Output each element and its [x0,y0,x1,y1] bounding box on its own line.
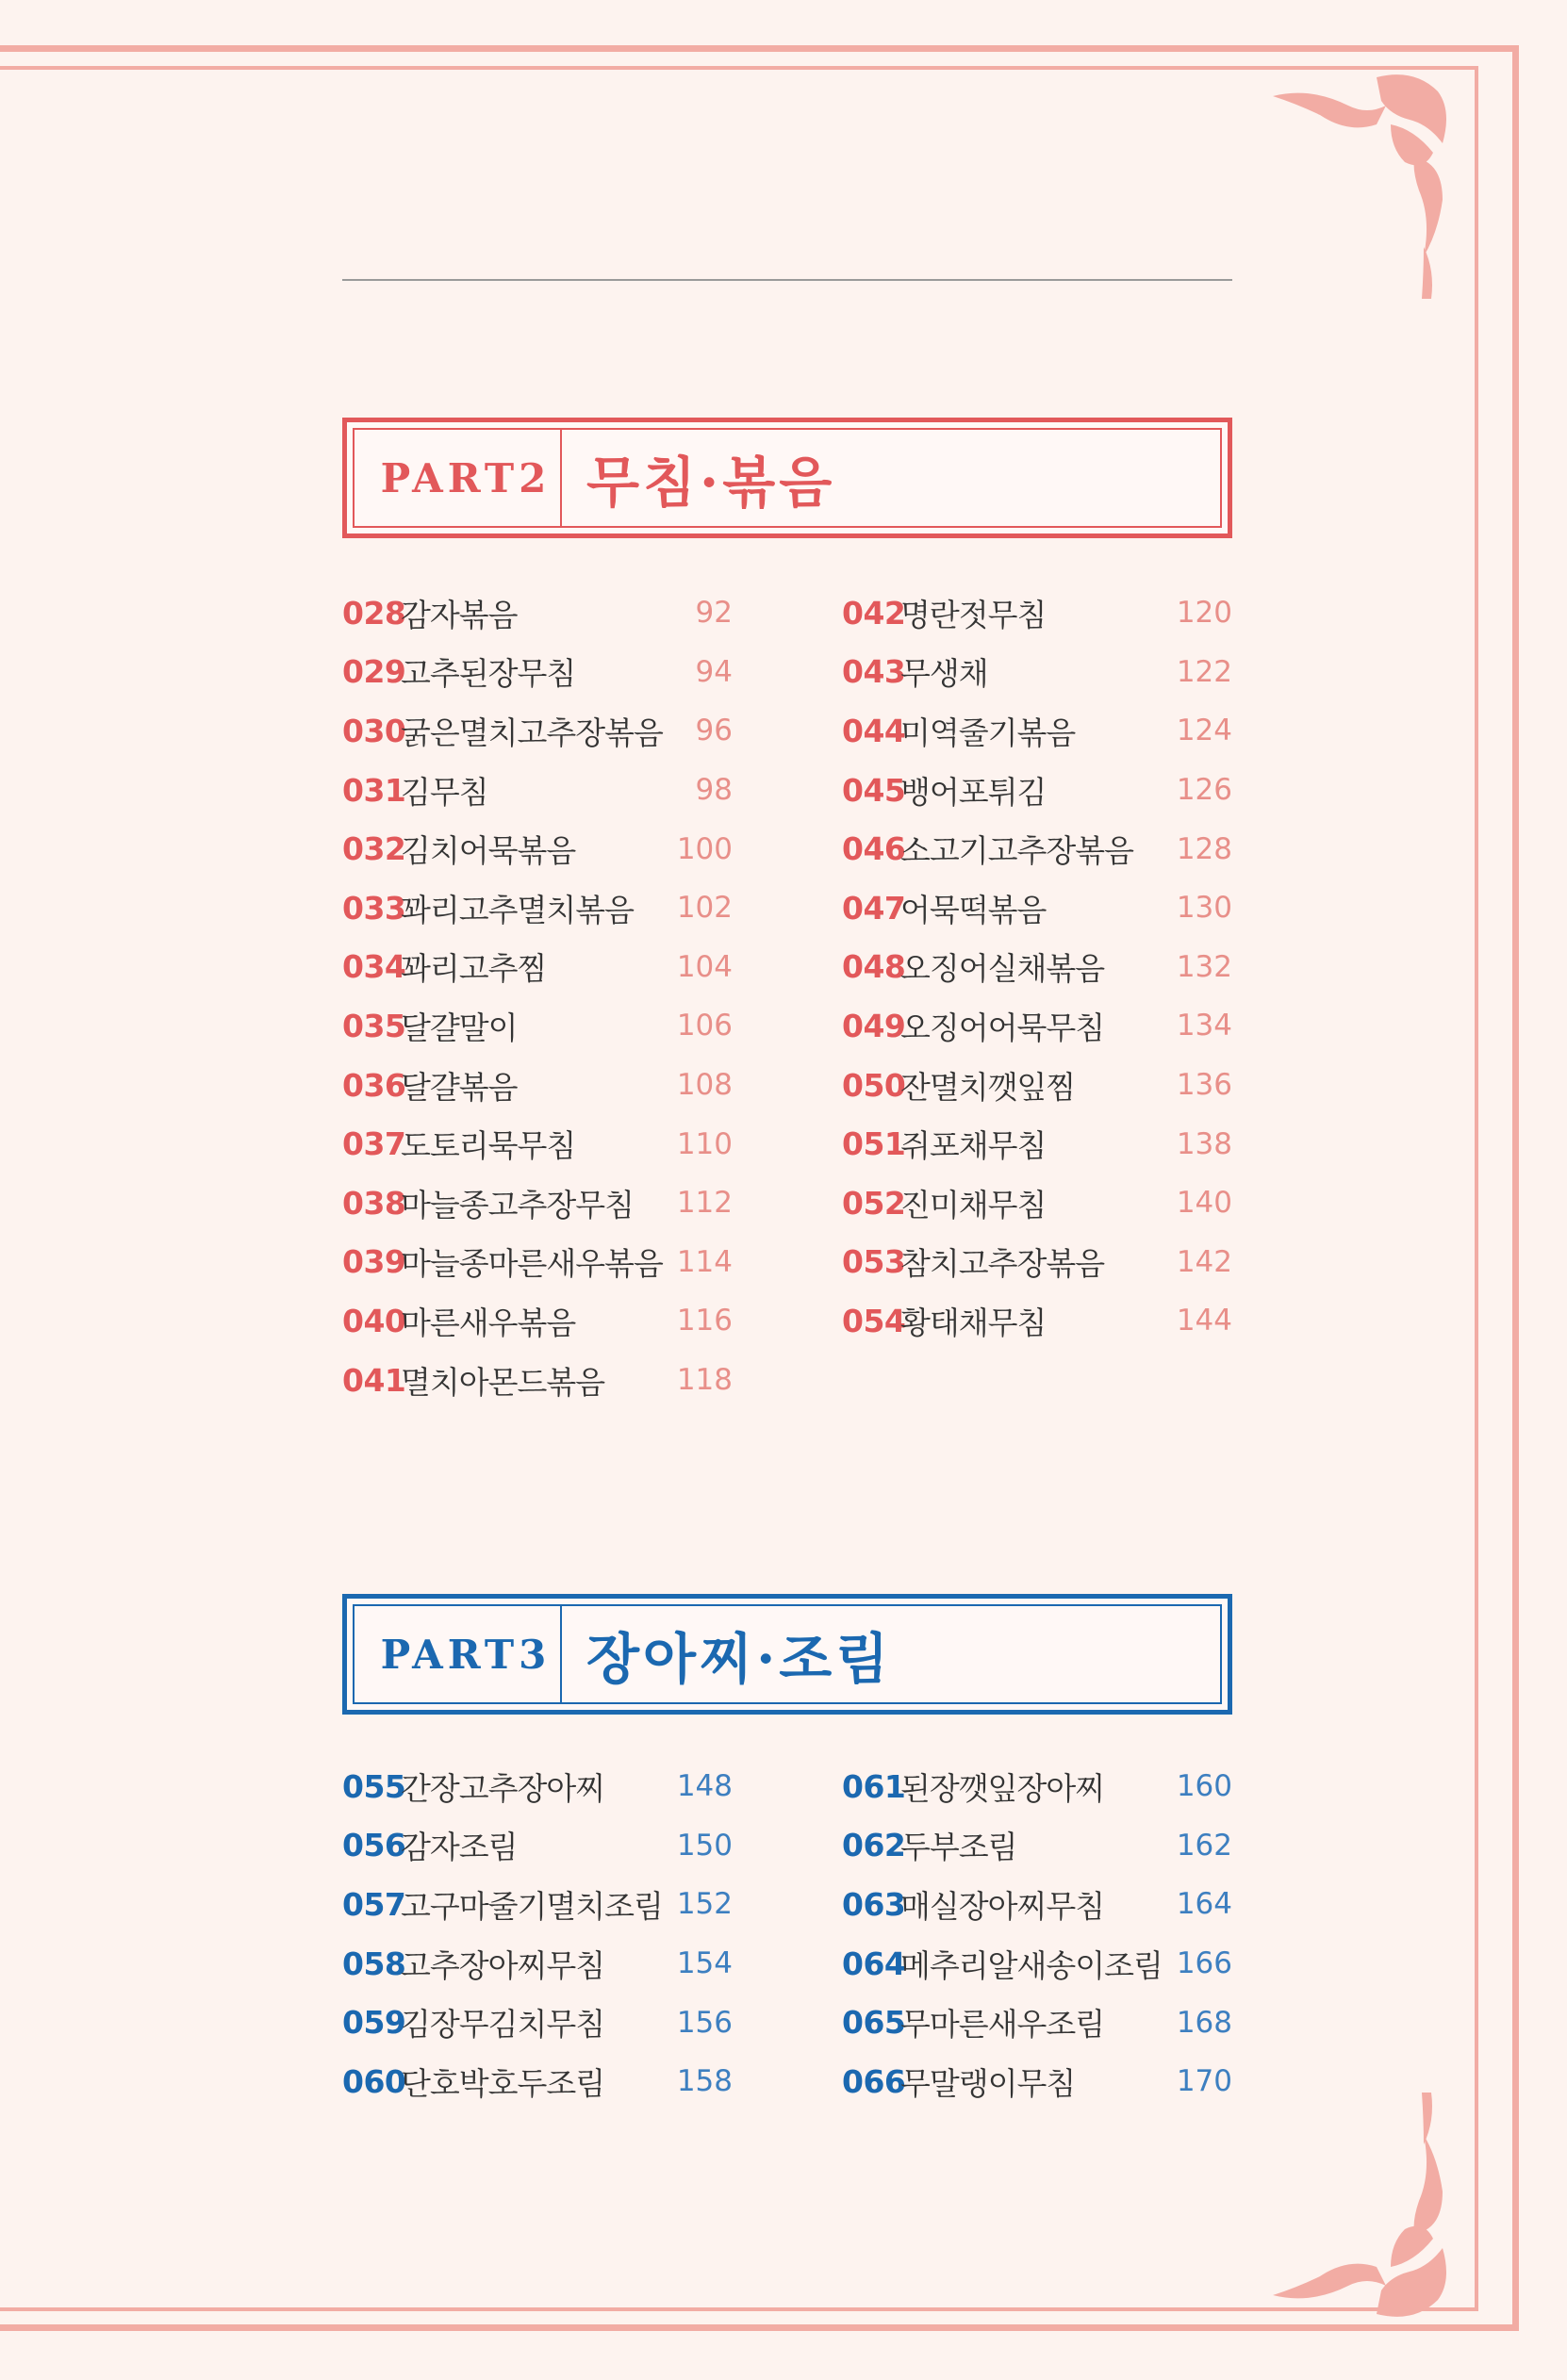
toc-entry[interactable] [342,1757,733,1816]
toc-entry[interactable] [342,1114,733,1174]
toc-entry[interactable] [342,938,733,997]
entry-number: 050 [842,1066,906,1104]
toc-entry[interactable] [842,1875,1232,1934]
toc-entry[interactable] [842,2052,1232,2111]
corner-ornament-top-icon [1273,68,1471,304]
entry-number: 038 [342,1184,406,1222]
entry-number: 054 [842,1302,906,1339]
entry-number: 030 [342,712,406,749]
entry-title: 명란젓무침 [900,596,1047,633]
entry-page-number: 130 [1176,891,1232,926]
part2-left-column [342,583,733,1409]
entry-title: 소고기고추장볶음 [900,832,1134,870]
entry-number: 055 [342,1767,406,1805]
entry-number: 040 [342,1302,406,1339]
entry-number: 064 [842,1945,906,1982]
entry-number: 041 [342,1361,406,1399]
entry-number: 046 [842,830,906,868]
entry-title: 어묵떡볶음 [900,891,1047,928]
toc-entry[interactable] [842,643,1232,702]
entry-title: 메추리알새송이조림 [900,1946,1163,1984]
toc-entry[interactable] [342,1056,733,1115]
entry-title: 된장깻잎장아찌 [900,1769,1105,1807]
entry-title: 간장고추장아찌 [401,1769,605,1807]
entry-number: 044 [842,712,906,749]
entry-title: 김장무김치무침 [401,2006,605,2044]
entry-page-number: 152 [676,1887,733,1922]
entry-number: 033 [342,889,406,927]
toc-entry[interactable] [842,878,1232,938]
entry-page-number: 116 [676,1304,733,1338]
entry-number: 031 [342,771,406,809]
toc-entry[interactable] [842,1291,1232,1351]
entry-page-number: 122 [1176,654,1232,689]
entry-number: 061 [842,1767,906,1805]
toc-entry[interactable] [842,1233,1232,1292]
toc-entry[interactable] [342,1291,733,1351]
toc-entry[interactable] [342,1816,733,1876]
entry-title: 두부조림 [900,1829,1017,1866]
entry-number: 029 [342,653,406,691]
entry-number: 032 [342,830,406,868]
toc-entry[interactable] [342,1351,733,1410]
entry-title: 진미채무침 [900,1186,1047,1223]
entry-number: 066 [842,2062,906,2100]
entry-page-number: 142 [1176,1244,1232,1279]
entry-page-number: 154 [676,1946,733,1981]
entry-page-number: 136 [1176,1068,1232,1103]
entry-number: 049 [842,1007,906,1044]
entry-page-number: 118 [676,1363,733,1398]
part2-title: 무침·볶음 [586,451,836,515]
part2-label: PART2 [380,454,552,501]
entry-page-number: 144 [1176,1304,1232,1338]
entry-page-number: 162 [1176,1828,1232,1863]
entry-title: 무마른새우조림 [900,2006,1105,2044]
toc-entry[interactable] [342,1233,733,1292]
entry-title: 고추된장무침 [401,655,576,693]
toc-entry[interactable] [342,1934,733,1994]
toc-entry[interactable] [842,1174,1232,1233]
part2-right-column [842,583,1232,1351]
entry-page-number: 132 [1176,949,1232,984]
toc-entry[interactable] [342,583,733,643]
entry-title: 굵은멸치고추장볶음 [401,714,663,751]
toc-entry[interactable] [342,878,733,938]
entry-number: 035 [342,1007,406,1044]
part2-header [342,418,1232,538]
entry-number: 042 [842,594,906,632]
entry-page-number: 92 [695,596,733,631]
entry-page-number: 134 [1176,1009,1232,1043]
entry-page-number: 164 [1176,1887,1232,1922]
part3-left-column [342,1757,733,2111]
entry-page-number: 96 [695,714,733,748]
toc-entry[interactable] [342,643,733,702]
entry-page-number: 150 [676,1828,733,1863]
entry-number: 045 [842,771,906,809]
entry-title: 마늘종고추장무침 [401,1186,635,1223]
entry-page-number: 170 [1176,2064,1232,2099]
entry-title: 참치고추장볶음 [900,1245,1105,1283]
entry-page-number: 166 [1176,1946,1232,1981]
entry-page-number: 100 [676,831,733,866]
entry-number: 028 [342,594,406,632]
entry-title: 꽈리고추찜 [401,950,547,988]
toc-entry[interactable] [342,996,733,1056]
entry-number: 058 [342,1945,406,1982]
entry-page-number: 106 [676,1009,733,1043]
entry-title: 달걀말이 [401,1009,518,1046]
entry-page-number: 98 [695,773,733,808]
entry-page-number: 112 [676,1186,733,1221]
entry-page-number: 102 [676,891,733,926]
toc-entry[interactable] [342,819,733,878]
toc-entry[interactable] [342,2052,733,2111]
toc-entry[interactable] [342,1174,733,1233]
entry-number: 047 [842,889,906,927]
toc-entry[interactable] [342,1993,733,2052]
entry-number: 057 [342,1885,406,1923]
toc-entry[interactable] [842,938,1232,997]
entry-title: 단호박호두조림 [401,2064,605,2102]
part3-title: 장아찌·조림 [586,1627,893,1691]
toc-entry[interactable] [842,996,1232,1056]
entry-page-number: 160 [1176,1769,1232,1804]
toc-entry[interactable] [342,1875,733,1934]
entry-number: 053 [842,1243,906,1281]
entry-title: 꽈리고추멸치볶음 [401,891,635,928]
entry-title: 도토리묵무침 [401,1127,576,1165]
entry-number: 059 [342,2004,406,2042]
entry-title: 멸치아몬드볶음 [401,1363,605,1401]
part3-header [342,1594,1232,1715]
toc-entry[interactable] [842,761,1232,820]
entry-page-number: 138 [1176,1126,1232,1161]
entry-page-number: 120 [1176,596,1232,631]
entry-number: 037 [342,1125,406,1163]
entry-title: 김무침 [401,773,488,811]
entry-number: 056 [342,1827,406,1864]
entry-page-number: 104 [676,949,733,984]
entry-number: 036 [342,1066,406,1104]
entry-title: 오징어실채볶음 [900,950,1105,988]
entry-page-number: 126 [1176,773,1232,808]
entry-title: 잔멸치깻잎찜 [900,1068,1076,1106]
toc-entry[interactable] [842,1114,1232,1174]
entry-title: 매실장아찌무침 [900,1887,1105,1925]
page-frame-inner [0,66,1478,2311]
entry-page-number: 108 [676,1068,733,1103]
part3-right-column [842,1757,1232,2111]
toc-entry[interactable] [842,701,1232,761]
entry-number: 060 [342,2062,406,2100]
entry-title: 마늘종마른새우볶음 [401,1245,663,1283]
entry-title: 고추장아찌무침 [401,1946,605,1984]
entry-number: 052 [842,1184,906,1222]
entry-number: 063 [842,1885,906,1923]
entry-number: 062 [842,1827,906,1864]
entry-number: 065 [842,2004,906,2042]
entry-page-number: 124 [1176,714,1232,748]
entry-number: 048 [842,948,906,986]
entry-title: 황태채무침 [900,1304,1047,1341]
entry-title: 마른새우볶음 [401,1304,576,1341]
entry-number: 043 [842,653,906,691]
entry-page-number: 148 [676,1769,733,1804]
entry-page-number: 128 [1176,831,1232,866]
entry-number: 034 [342,948,406,986]
entry-number: 039 [342,1243,406,1281]
entry-title: 김치어묵볶음 [401,832,576,870]
top-divider [342,279,1232,281]
toc-entry[interactable] [842,1056,1232,1115]
entry-page-number: 110 [676,1126,733,1161]
entry-page-number: 156 [676,2005,733,2040]
part3-label: PART3 [380,1631,552,1678]
entry-page-number: 168 [1176,2005,1232,2040]
entry-page-number: 140 [1176,1186,1232,1221]
toc-entry[interactable] [842,819,1232,878]
entry-number: 051 [842,1125,906,1163]
entry-page-number: 114 [676,1244,733,1279]
entry-page-number: 158 [676,2064,733,2099]
entry-title: 감자조림 [401,1829,518,1866]
entry-title: 감자볶음 [401,596,518,633]
entry-title: 오징어어묵무침 [900,1009,1105,1046]
toc-entry[interactable] [842,1816,1232,1876]
entry-title: 무생채 [900,655,988,693]
entry-title: 쥐포채무침 [900,1127,1047,1165]
toc-entry[interactable] [842,1757,1232,1816]
toc-entry[interactable] [842,1934,1232,1994]
entry-title: 미역줄기볶음 [900,714,1076,751]
toc-entry[interactable] [842,583,1232,643]
entry-title: 고구마줄기멸치조림 [401,1887,663,1925]
entry-title: 무말랭이무침 [900,2064,1076,2102]
toc-entry[interactable] [342,701,733,761]
entry-title: 뱅어포튀김 [900,773,1047,811]
corner-ornament-bottom-icon [1273,2088,1471,2323]
toc-entry[interactable] [842,1993,1232,2052]
toc-entry[interactable] [342,761,733,820]
entry-title: 달걀볶음 [401,1068,518,1106]
entry-page-number: 94 [695,654,733,689]
